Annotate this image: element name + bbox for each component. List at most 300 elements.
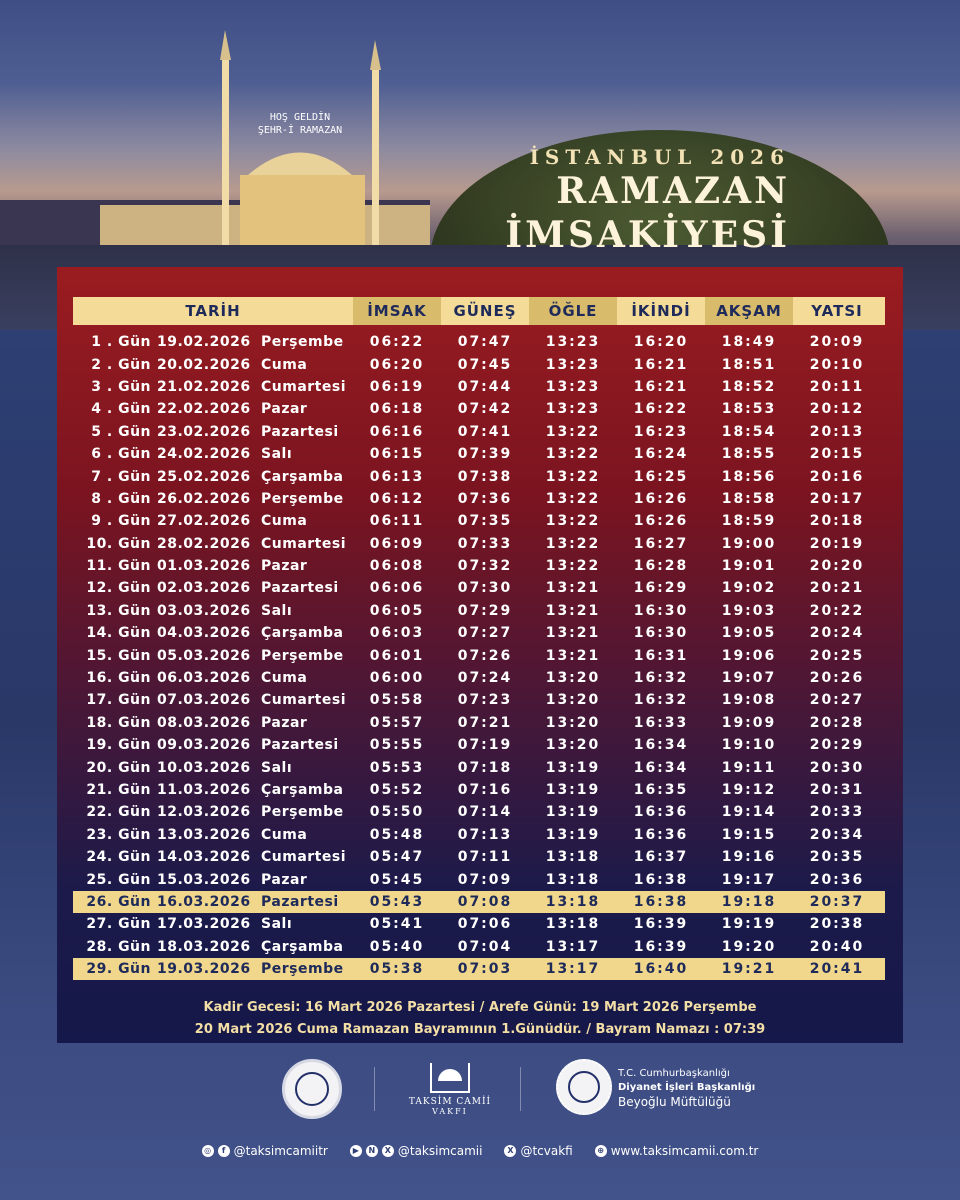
cell-yatsi: 20:22	[809, 602, 865, 619]
cell-ikindi: 16:37	[633, 849, 689, 866]
cell-gunes: 07:33	[457, 535, 513, 552]
cell-day: Perşembe	[261, 804, 344, 821]
cell-date: 09.03.2026	[157, 737, 251, 754]
table-row	[73, 667, 885, 689]
cell-imsak: 06:20	[369, 356, 425, 373]
page-subtitle: İSTANBUL 2026	[529, 145, 790, 169]
cell-date: 04.03.2026	[157, 625, 251, 642]
cell-day: Perşembe	[261, 490, 344, 507]
cell-ikindi: 16:34	[633, 759, 689, 776]
cell-ogle: 13:20	[545, 670, 601, 687]
cell-imsak: 05:53	[369, 759, 425, 776]
table-row	[73, 465, 885, 487]
cell-date: 02.03.2026	[157, 580, 251, 597]
cell-yatsi: 20:28	[809, 714, 865, 731]
cell-imsak: 06:09	[369, 535, 425, 552]
cell-ogle: 13:23	[545, 334, 601, 351]
cell-gunes: 07:04	[457, 938, 513, 955]
cell-ogle: 13:18	[545, 871, 601, 888]
cell-ikindi: 16:23	[633, 423, 689, 440]
cell-gunes: 07:16	[457, 782, 513, 798]
table-header	[73, 297, 885, 325]
cell-ikindi: 16:27	[633, 535, 689, 552]
cell-yatsi: 20:26	[809, 670, 865, 687]
cell-day: Çarşamba	[261, 938, 344, 955]
social-handle-2[interactable]: @taksimcamii	[397, 1144, 483, 1158]
muft-line3: Beyoğlu Müftülüğü	[618, 1095, 731, 1109]
cell-gunes: 07:35	[457, 513, 513, 530]
cell-yatsi: 20:21	[809, 580, 865, 597]
table-row	[73, 891, 885, 913]
cell-ikindi: 16:21	[633, 356, 689, 373]
cell-gunes: 07:29	[457, 602, 513, 619]
cell-day: Cumartesi	[261, 378, 346, 395]
cell-yatsi: 20:09	[809, 334, 865, 351]
table-row	[73, 510, 885, 532]
cell-imsak: 06:22	[369, 334, 425, 351]
table-row	[73, 824, 885, 846]
page-header	[505, 145, 790, 257]
cell-gun: 26. Gün	[86, 893, 151, 910]
cell-aksam: 18:53	[721, 401, 777, 418]
cell-yatsi: 20:35	[809, 849, 865, 866]
table-row	[73, 398, 885, 420]
cell-aksam: 18:55	[721, 446, 777, 463]
cell-gun: 4 . Gün	[91, 401, 151, 418]
cell-imsak: 06:11	[369, 513, 425, 530]
cell-aksam: 19:09	[721, 714, 777, 731]
cell-ikindi: 16:20	[633, 334, 689, 351]
cell-imsak: 05:40	[369, 938, 425, 955]
cell-gun: 28. Gün	[86, 938, 151, 955]
cell-yatsi: 20:15	[809, 446, 865, 463]
cell-gun: 20. Gün	[86, 759, 151, 776]
cell-aksam: 18:49	[721, 334, 777, 351]
cell-yatsi: 20:30	[809, 759, 865, 776]
cell-imsak: 06:05	[369, 602, 425, 619]
social-instagram-facebook[interactable]	[202, 1144, 328, 1158]
website-link[interactable]	[595, 1144, 759, 1158]
cell-gun: 12. Gün	[86, 580, 151, 597]
cell-date: 15.03.2026	[157, 871, 251, 888]
notes	[57, 997, 903, 1041]
cell-gun: 23. Gün	[86, 826, 151, 843]
cell-yatsi: 20:25	[809, 647, 865, 664]
cell-date: 03.03.2026	[157, 602, 251, 619]
taksim-logo-sub: VAKFI	[432, 1107, 468, 1116]
cell-ogle: 13:17	[545, 961, 601, 978]
cell-yatsi: 20:40	[809, 938, 865, 955]
cell-ogle: 13:19	[545, 759, 601, 776]
cell-ogle: 13:23	[545, 401, 601, 418]
cell-yatsi: 20:34	[809, 826, 865, 843]
cell-ogle: 13:18	[545, 893, 601, 910]
cell-aksam: 18:52	[721, 378, 777, 395]
cell-date: 27.02.2026	[157, 513, 251, 530]
col-header-aksam: AKŞAM	[705, 297, 793, 325]
cell-ikindi: 16:26	[633, 490, 689, 507]
cell-ikindi: 16:35	[633, 782, 689, 798]
cell-gunes: 07:27	[457, 625, 513, 642]
cell-gunes: 07:03	[457, 961, 513, 978]
cell-date: 01.03.2026	[157, 558, 251, 575]
cell-yatsi: 20:31	[809, 782, 865, 798]
cell-day: Cuma	[261, 826, 308, 843]
taksim-logo-name: TAKSİM CAMİİ	[408, 1097, 492, 1107]
cell-yatsi: 20:16	[809, 468, 865, 485]
cell-gunes: 07:23	[457, 692, 513, 709]
cell-gunes: 07:39	[457, 446, 513, 463]
cell-date: 19.03.2026	[157, 961, 251, 978]
cell-day: Pazartesi	[261, 423, 339, 440]
social-youtube-x[interactable]	[350, 1144, 483, 1158]
cell-date: 28.02.2026	[157, 535, 251, 552]
cell-ikindi: 16:30	[633, 602, 689, 619]
cell-gun: 10. Gün	[86, 535, 151, 552]
cell-gun: 2 . Gün	[91, 356, 151, 373]
cell-gun: 11. Gün	[86, 558, 151, 575]
imsakiye-board	[57, 267, 903, 1043]
cell-aksam: 18:59	[721, 513, 777, 530]
cell-ogle: 13:22	[545, 490, 601, 507]
cell-date: 21.02.2026	[157, 378, 251, 395]
table-row	[73, 868, 885, 890]
cell-ogle: 13:20	[545, 714, 601, 731]
cell-aksam: 19:00	[721, 535, 777, 552]
table-row	[73, 689, 885, 711]
cell-ogle: 13:23	[545, 356, 601, 373]
cell-gunes: 07:47	[457, 334, 513, 351]
cell-yatsi: 20:12	[809, 401, 865, 418]
cell-gun: 27. Gün	[86, 916, 151, 933]
page-title-line2: İMSAKİYESİ	[505, 214, 790, 256]
cell-day: Cumartesi	[261, 692, 346, 709]
cell-gun: 15. Gün	[86, 647, 151, 664]
cell-aksam: 19:08	[721, 692, 777, 709]
cell-aksam: 19:10	[721, 737, 777, 754]
cell-day: Cuma	[261, 513, 308, 530]
cell-yatsi: 20:29	[809, 737, 865, 754]
table-row	[73, 331, 885, 353]
cell-day: Salı	[261, 602, 293, 619]
cell-imsak: 05:47	[369, 849, 425, 866]
cell-ikindi: 16:31	[633, 647, 689, 664]
table-row	[73, 421, 885, 443]
muft-line1: T.C. Cumhurbaşkanlığı	[618, 1068, 730, 1079]
taksim-camii-logo	[405, 1055, 495, 1125]
cell-date: 16.03.2026	[157, 893, 251, 910]
cell-ogle: 13:20	[545, 737, 601, 754]
cell-aksam: 19:02	[721, 580, 777, 597]
cell-gunes: 07:11	[457, 849, 513, 866]
nsosyal-icon: N	[366, 1145, 378, 1157]
cell-ikindi: 16:26	[633, 513, 689, 530]
col-header-ikindi: İKİNDİ	[631, 302, 691, 320]
cell-yatsi: 20:11	[809, 378, 865, 395]
beyoglu-muftulugu-logo	[556, 1059, 756, 1119]
cell-ogle: 13:22	[545, 446, 601, 463]
cell-gun: 18. Gün	[86, 714, 151, 731]
cell-imsak: 06:19	[369, 378, 425, 395]
table-row	[73, 846, 885, 868]
cell-ikindi: 16:32	[633, 670, 689, 687]
cell-imsak: 06:00	[369, 670, 425, 687]
cell-day: Cumartesi	[261, 849, 346, 866]
cell-aksam: 19:11	[721, 759, 777, 776]
cell-aksam: 19:17	[721, 871, 777, 888]
website-url[interactable]: www.taksimcamii.com.tr	[610, 1144, 759, 1158]
cell-gun: 21. Gün	[86, 782, 151, 798]
table-row	[73, 913, 885, 935]
mosque-sign: HOŞ GELDİN	[269, 112, 331, 123]
cell-aksam: 19:05	[721, 625, 777, 642]
cell-gun: 25. Gün	[86, 871, 151, 888]
cell-day: Salı	[261, 759, 293, 776]
cell-gunes: 07:32	[457, 558, 513, 575]
cell-ikindi: 16:34	[633, 737, 689, 754]
cell-imsak: 05:58	[369, 692, 425, 709]
cell-ogle: 13:22	[545, 558, 601, 575]
cell-gunes: 07:14	[457, 804, 513, 821]
cell-date: 12.03.2026	[157, 804, 251, 821]
cell-gun: 6 . Gün	[91, 446, 151, 463]
social-handle-1[interactable]: @taksimcamiitr	[233, 1144, 328, 1158]
cell-ikindi: 16:28	[633, 558, 689, 575]
cell-aksam: 18:58	[721, 490, 777, 507]
cell-ikindi: 16:39	[633, 916, 689, 933]
cell-day: Pazar	[261, 558, 308, 575]
cell-gun: 17. Gün	[86, 692, 151, 709]
cell-ikindi: 16:29	[633, 580, 689, 597]
col-header-yatsi: YATSI	[811, 302, 863, 320]
cell-gunes: 07:38	[457, 468, 513, 485]
cell-date: 13.03.2026	[157, 826, 251, 843]
cell-imsak: 06:01	[369, 647, 425, 664]
cell-aksam: 19:12	[721, 782, 777, 798]
table-row	[73, 488, 885, 510]
cell-gun: 29. Gün	[86, 961, 151, 978]
cell-gunes: 07:06	[457, 916, 513, 933]
cell-yatsi: 20:33	[809, 804, 865, 821]
col-header-imsak: İMSAK	[353, 297, 441, 325]
cell-day: Perşembe	[261, 334, 344, 351]
cell-yatsi: 20:41	[809, 961, 865, 978]
cell-date: 10.03.2026	[157, 759, 251, 776]
cell-gun: 19. Gün	[86, 737, 151, 754]
table-row	[73, 712, 885, 734]
cell-date: 22.02.2026	[157, 401, 251, 418]
cell-aksam: 19:07	[721, 670, 777, 687]
col-header-gunes: GÜNEŞ	[453, 302, 517, 320]
cell-yatsi: 20:20	[809, 558, 865, 575]
x-icon: X	[504, 1145, 516, 1157]
muft-line2: Diyanet İşleri Başkanlığı	[618, 1082, 756, 1093]
cell-yatsi: 20:27	[809, 692, 865, 709]
cell-aksam: 18:51	[721, 356, 777, 373]
table-row	[73, 779, 885, 801]
cell-date: 17.03.2026	[157, 916, 251, 933]
cell-gun: 7 . Gün	[91, 468, 151, 485]
cell-imsak: 06:15	[369, 446, 425, 463]
cell-imsak: 05:52	[369, 782, 425, 798]
cell-gunes: 07:08	[457, 893, 513, 910]
table-row	[73, 734, 885, 756]
cell-aksam: 19:01	[721, 558, 777, 575]
cell-yatsi: 20:24	[809, 625, 865, 642]
cell-gunes: 07:09	[457, 871, 513, 888]
cell-gun: 13. Gün	[86, 602, 151, 619]
cell-ogle: 13:19	[545, 826, 601, 843]
cell-date: 05.03.2026	[157, 647, 251, 664]
col-header-ogle: ÖĞLE	[529, 297, 617, 325]
cell-day: Perşembe	[261, 961, 344, 978]
table-row	[73, 622, 885, 644]
cell-date: 26.02.2026	[157, 490, 251, 507]
cell-date: 06.03.2026	[157, 670, 251, 687]
social-bar	[0, 1144, 960, 1158]
cell-yatsi: 20:19	[809, 535, 865, 552]
cell-gun: 8 . Gün	[91, 490, 151, 507]
cell-ogle: 13:23	[545, 378, 601, 395]
table-row	[73, 443, 885, 465]
notes-line2: 20 Mart 2026 Cuma Ramazan Bayramının 1.Günüdür. / Bayram Namazı : 07:39	[194, 1022, 766, 1037]
cell-yatsi: 20:38	[809, 916, 865, 933]
cell-ikindi: 16:22	[633, 401, 689, 418]
cell-day: Cuma	[261, 670, 308, 687]
logo-divider	[520, 1067, 521, 1111]
cell-ogle: 13:21	[545, 647, 601, 664]
cell-imsak: 05:38	[369, 961, 425, 978]
cell-imsak: 06:13	[369, 468, 425, 485]
cell-gunes: 07:18	[457, 759, 513, 776]
cell-imsak: 05:48	[369, 826, 425, 843]
svg-text:ŞEHR-İ RAMAZAN: ŞEHR-İ RAMAZAN	[257, 125, 343, 136]
cell-day: Pazartesi	[261, 893, 339, 910]
cell-ikindi: 16:25	[633, 468, 689, 485]
cell-date: 18.03.2026	[157, 938, 251, 955]
social-x-tcvakfi[interactable]	[504, 1144, 572, 1158]
cell-gun: 16. Gün	[86, 670, 151, 687]
cell-date: 24.02.2026	[157, 446, 251, 463]
cell-day: Pazar	[261, 714, 308, 731]
cell-date: 20.02.2026	[157, 356, 251, 373]
page-title-line1: RAMAZAN	[556, 170, 790, 212]
cell-ikindi: 16:38	[633, 871, 689, 888]
cell-imsak: 05:50	[369, 804, 425, 821]
cell-day: Cumartesi	[261, 535, 346, 552]
cell-gun: 5 . Gün	[91, 423, 151, 440]
cell-aksam: 19:20	[721, 938, 777, 955]
cell-gunes: 07:13	[457, 826, 513, 843]
cell-imsak: 06:06	[369, 580, 425, 597]
cell-yatsi: 20:37	[809, 893, 865, 910]
table-row	[73, 801, 885, 823]
cell-gunes: 07:24	[457, 670, 513, 687]
cell-day: Çarşamba	[261, 782, 344, 798]
cell-date: 11.03.2026	[157, 782, 251, 798]
cell-day: Çarşamba	[261, 625, 344, 642]
table-row	[73, 756, 885, 778]
cell-imsak: 05:57	[369, 714, 425, 731]
cell-ikindi: 16:36	[633, 804, 689, 821]
cell-imsak: 05:55	[369, 737, 425, 754]
cell-ikindi: 16:33	[633, 714, 689, 731]
cell-imsak: 06:03	[369, 625, 425, 642]
cell-ogle: 13:17	[545, 938, 601, 955]
cell-ogle: 13:18	[545, 916, 601, 933]
cell-date: 07.03.2026	[157, 692, 251, 709]
cell-day: Perşembe	[261, 647, 344, 664]
cell-date: 25.02.2026	[157, 468, 251, 485]
cell-date: 19.02.2026	[157, 334, 251, 351]
cell-aksam: 19:18	[721, 893, 777, 910]
cell-day: Çarşamba	[261, 468, 344, 485]
logos-row	[0, 1055, 960, 1135]
cell-ikindi: 16:32	[633, 692, 689, 709]
notes-line1: Kadir Gecesi: 16 Mart 2026 Pazartesi / Arefe Günü: 19 Mart 2026 Perşembe	[203, 1000, 757, 1015]
cell-gun: 22. Gün	[86, 804, 151, 821]
cell-aksam: 19:19	[721, 916, 777, 933]
table-row	[73, 936, 885, 958]
cell-aksam: 19:14	[721, 804, 777, 821]
cell-ikindi: 16:38	[633, 893, 689, 910]
cell-yatsi: 20:18	[809, 513, 865, 530]
social-handle-3[interactable]: @tcvakfi	[520, 1144, 573, 1158]
cell-gun: 9 . Gün	[91, 513, 151, 530]
cell-ogle: 13:22	[545, 468, 601, 485]
cell-ikindi: 16:36	[633, 826, 689, 843]
cell-imsak: 06:08	[369, 558, 425, 575]
x-icon: X	[382, 1145, 394, 1157]
cell-gun: 24. Gün	[86, 849, 151, 866]
col-header-tarih: TARİH	[185, 302, 241, 320]
table-row	[73, 353, 885, 375]
cell-ikindi: 16:40	[633, 961, 689, 978]
cell-aksam: 18:56	[721, 468, 777, 485]
table-row	[73, 533, 885, 555]
cell-ogle: 13:22	[545, 423, 601, 440]
table-row	[73, 376, 885, 398]
facebook-icon: f	[218, 1145, 230, 1157]
cell-day: Pazar	[261, 871, 308, 888]
cell-gun: 1 . Gün	[91, 334, 151, 351]
cell-ogle: 13:20	[545, 692, 601, 709]
cell-ogle: 13:22	[545, 513, 601, 530]
cell-imsak: 05:41	[369, 916, 425, 933]
cell-ogle: 13:19	[545, 782, 601, 798]
cell-ogle: 13:19	[545, 804, 601, 821]
cell-ikindi: 16:30	[633, 625, 689, 642]
cell-yatsi: 20:13	[809, 423, 865, 440]
cell-gunes: 07:30	[457, 580, 513, 597]
cell-aksam: 19:15	[721, 826, 777, 843]
cell-imsak: 06:12	[369, 490, 425, 507]
cell-gunes: 07:45	[457, 356, 513, 373]
cell-gunes: 07:26	[457, 647, 513, 664]
youtube-icon: ▶	[350, 1145, 362, 1157]
globe-icon: ⊕	[595, 1145, 607, 1157]
logo-divider	[374, 1067, 375, 1111]
cell-day: Salı	[261, 916, 293, 933]
cell-ogle: 13:21	[545, 580, 601, 597]
cell-ogle: 13:21	[545, 602, 601, 619]
cell-aksam: 18:54	[721, 423, 777, 440]
cell-aksam: 19:16	[721, 849, 777, 866]
instagram-icon: ◎	[202, 1145, 214, 1157]
table-row	[73, 600, 885, 622]
cell-gunes: 07:41	[457, 423, 513, 440]
cell-gunes: 07:19	[457, 737, 513, 754]
